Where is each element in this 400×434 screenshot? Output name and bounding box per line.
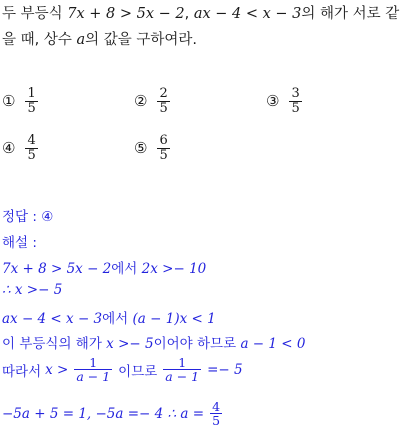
solution-text: 이 부등식의 해가 [2,336,102,352]
denominator: 5 [159,100,168,116]
math-expression: 7x + 8 > 5x − 2 [2,261,112,277]
question-text: 의 값을 구하여라. [85,32,198,48]
solution-text: 이어야 하므로 [153,336,237,352]
question-line-1 [2,2,399,23]
choice-fraction [25,134,37,162]
solution-text: 이므로 [118,363,158,380]
math-expression: x > [45,361,69,378]
solution-line-4 [2,332,305,352]
choice-marker: ④ [2,139,16,158]
denominator: 5 [291,100,300,116]
math-expression: x >− 5 [106,336,154,352]
choice-fraction [157,134,169,162]
numerator: 1 [178,355,187,370]
fraction [163,356,201,383]
numerator: 3 [291,86,300,101]
denominator: 5 [27,100,36,116]
question-text: 의 해가 서로 같 [301,6,400,22]
numerator: 6 [159,133,168,148]
choice-3[interactable] [266,87,304,115]
solution-text: 에서 [111,261,138,277]
answer-value: ④ [41,209,54,225]
numerator: 4 [27,133,36,148]
question-text: 두 부등식 [2,6,63,22]
answer-label: 정답 : [2,209,37,225]
fraction [74,356,112,383]
choice-marker: ② [134,92,148,111]
math-expression: a − 1 < 0 [240,336,306,352]
math-expression: (a − 1)x < 1 [132,311,216,327]
choice-fraction [289,87,301,115]
choice-4[interactable] [2,134,40,162]
math-expression: −5a + 5 = 1, −5a =− 4 ∴ a = [2,405,205,422]
math-expression: ax − 4 < x − 3 [2,311,103,327]
choice-marker: ① [2,92,16,111]
solution-line-5 [2,356,243,383]
numerator: 4 [212,399,221,414]
denominator: a − 1 [165,369,200,385]
math-expression: ∴ x >− 5 [2,282,63,298]
solution-text: 따라서 [2,363,42,380]
question-text: 을 때, 상수 [2,32,72,48]
choice-marker: ⑤ [134,139,148,158]
solution-text: 에서 [102,311,129,327]
choice-1[interactable] [2,87,40,115]
explanation-label: 해설 : [2,235,37,251]
constant-a: a [76,32,86,48]
question-line-2 [2,28,197,49]
numerator: 2 [159,86,168,101]
choice-5[interactable] [134,134,172,162]
denominator: a − 1 [76,369,111,385]
answer-line [2,205,53,225]
denominator: 5 [27,147,36,163]
denominator: 5 [159,147,168,163]
solution-line-1 [2,257,206,277]
choice-fraction [157,87,169,115]
inequality-2: ax − 4 < x − 3 [193,6,302,22]
math-expression: 2x >− 10 [141,261,207,277]
math-expression: =− 5 [207,361,243,378]
choice-fraction [25,87,37,115]
choice-marker: ③ [266,92,280,111]
solution-line-2 [2,282,62,298]
inequality-1: 7x + 8 > 5x − 2 [67,6,185,22]
numerator: 1 [27,86,36,101]
solution-line-3 [2,307,216,327]
fraction [210,400,222,427]
denominator: 5 [212,413,221,429]
numerator: 1 [89,355,98,370]
question-comma: , [184,6,190,22]
choice-2[interactable] [134,87,172,115]
solution-line-6 [2,400,224,427]
